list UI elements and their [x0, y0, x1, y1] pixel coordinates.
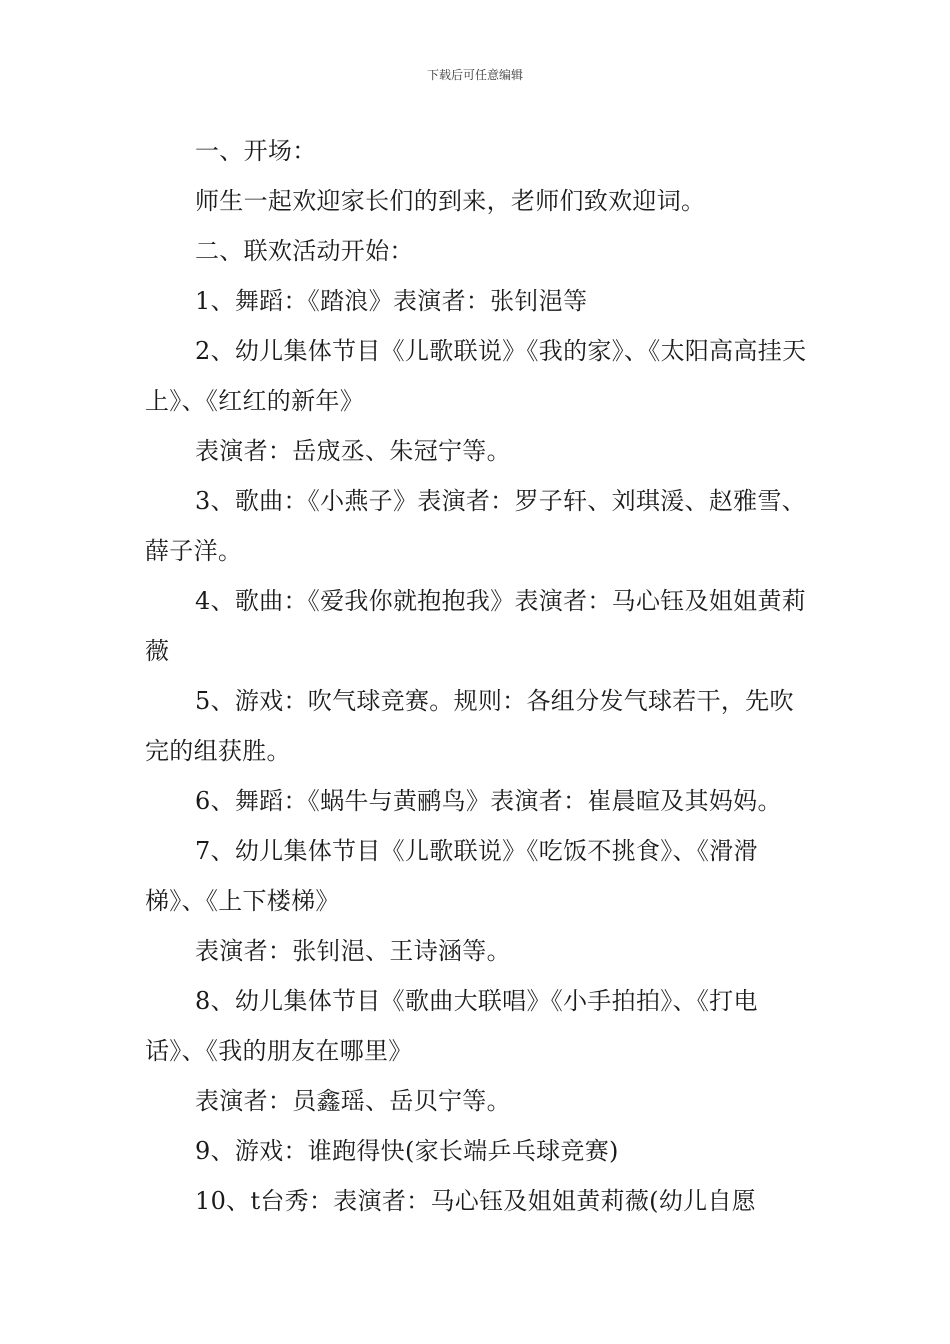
program-item-8-performers: 表演者：员鑫瑶、岳贝宁等。	[195, 1087, 511, 1115]
program-item-2: 2、幼儿集体节目《儿歌联说》《我的家》、《太阳高高挂天上》、《红红的新年》	[145, 337, 807, 415]
program-item-8: 8、幼儿集体节目《歌曲大联唱》《小手拍拍》、《打电话》、《我的朋友在哪里》	[145, 987, 758, 1065]
paragraph-welcome: 师生一起欢迎家长们的到来，老师们致欢迎词。	[195, 187, 706, 215]
program-item-9: 9、游戏：谁跑得快(家长端乒乓球竞赛)	[195, 1137, 619, 1165]
program-item-2-performers: 表演者：岳宬丞、朱冠宁等。	[195, 437, 511, 465]
document-body	[145, 126, 810, 1226]
program-item-5: 5、游戏：吹气球竞赛。规则：各组分发气球若干，先吹完的组获胜。	[145, 687, 794, 765]
program-item-6: 6、舞蹈：《蜗牛与黄鹂鸟》表演者：崔晨暄及其妈妈。	[195, 787, 782, 815]
page-header: 下载后可任意编辑	[426, 68, 523, 82]
paragraph-activities-start: 二、联欢活动开始：	[195, 237, 414, 265]
program-item-7-performers: 表演者：张钊浥、王诗涵等。	[195, 937, 511, 965]
program-item-10: 10、t台秀：表演者：马心钰及姐姐黄莉薇(幼儿自愿	[195, 1187, 757, 1215]
program-item-7: 7、幼儿集体节目《儿歌联说》《吃饭不挑食》、《滑滑梯》、《上下楼梯》	[145, 837, 758, 915]
program-item-1: 1、舞蹈：《踏浪》表演者：张钊浥等	[195, 287, 588, 315]
program-item-4: 4、歌曲：《爱我你就抱抱我》表演者：马心钰及姐姐黄莉薇	[145, 587, 807, 665]
paragraph-opening: 一、开场：	[195, 137, 317, 165]
program-item-3: 3、歌曲：《小燕子》表演者：罗子轩、刘琪湲、赵雅雪、薛子洋。	[145, 487, 807, 565]
